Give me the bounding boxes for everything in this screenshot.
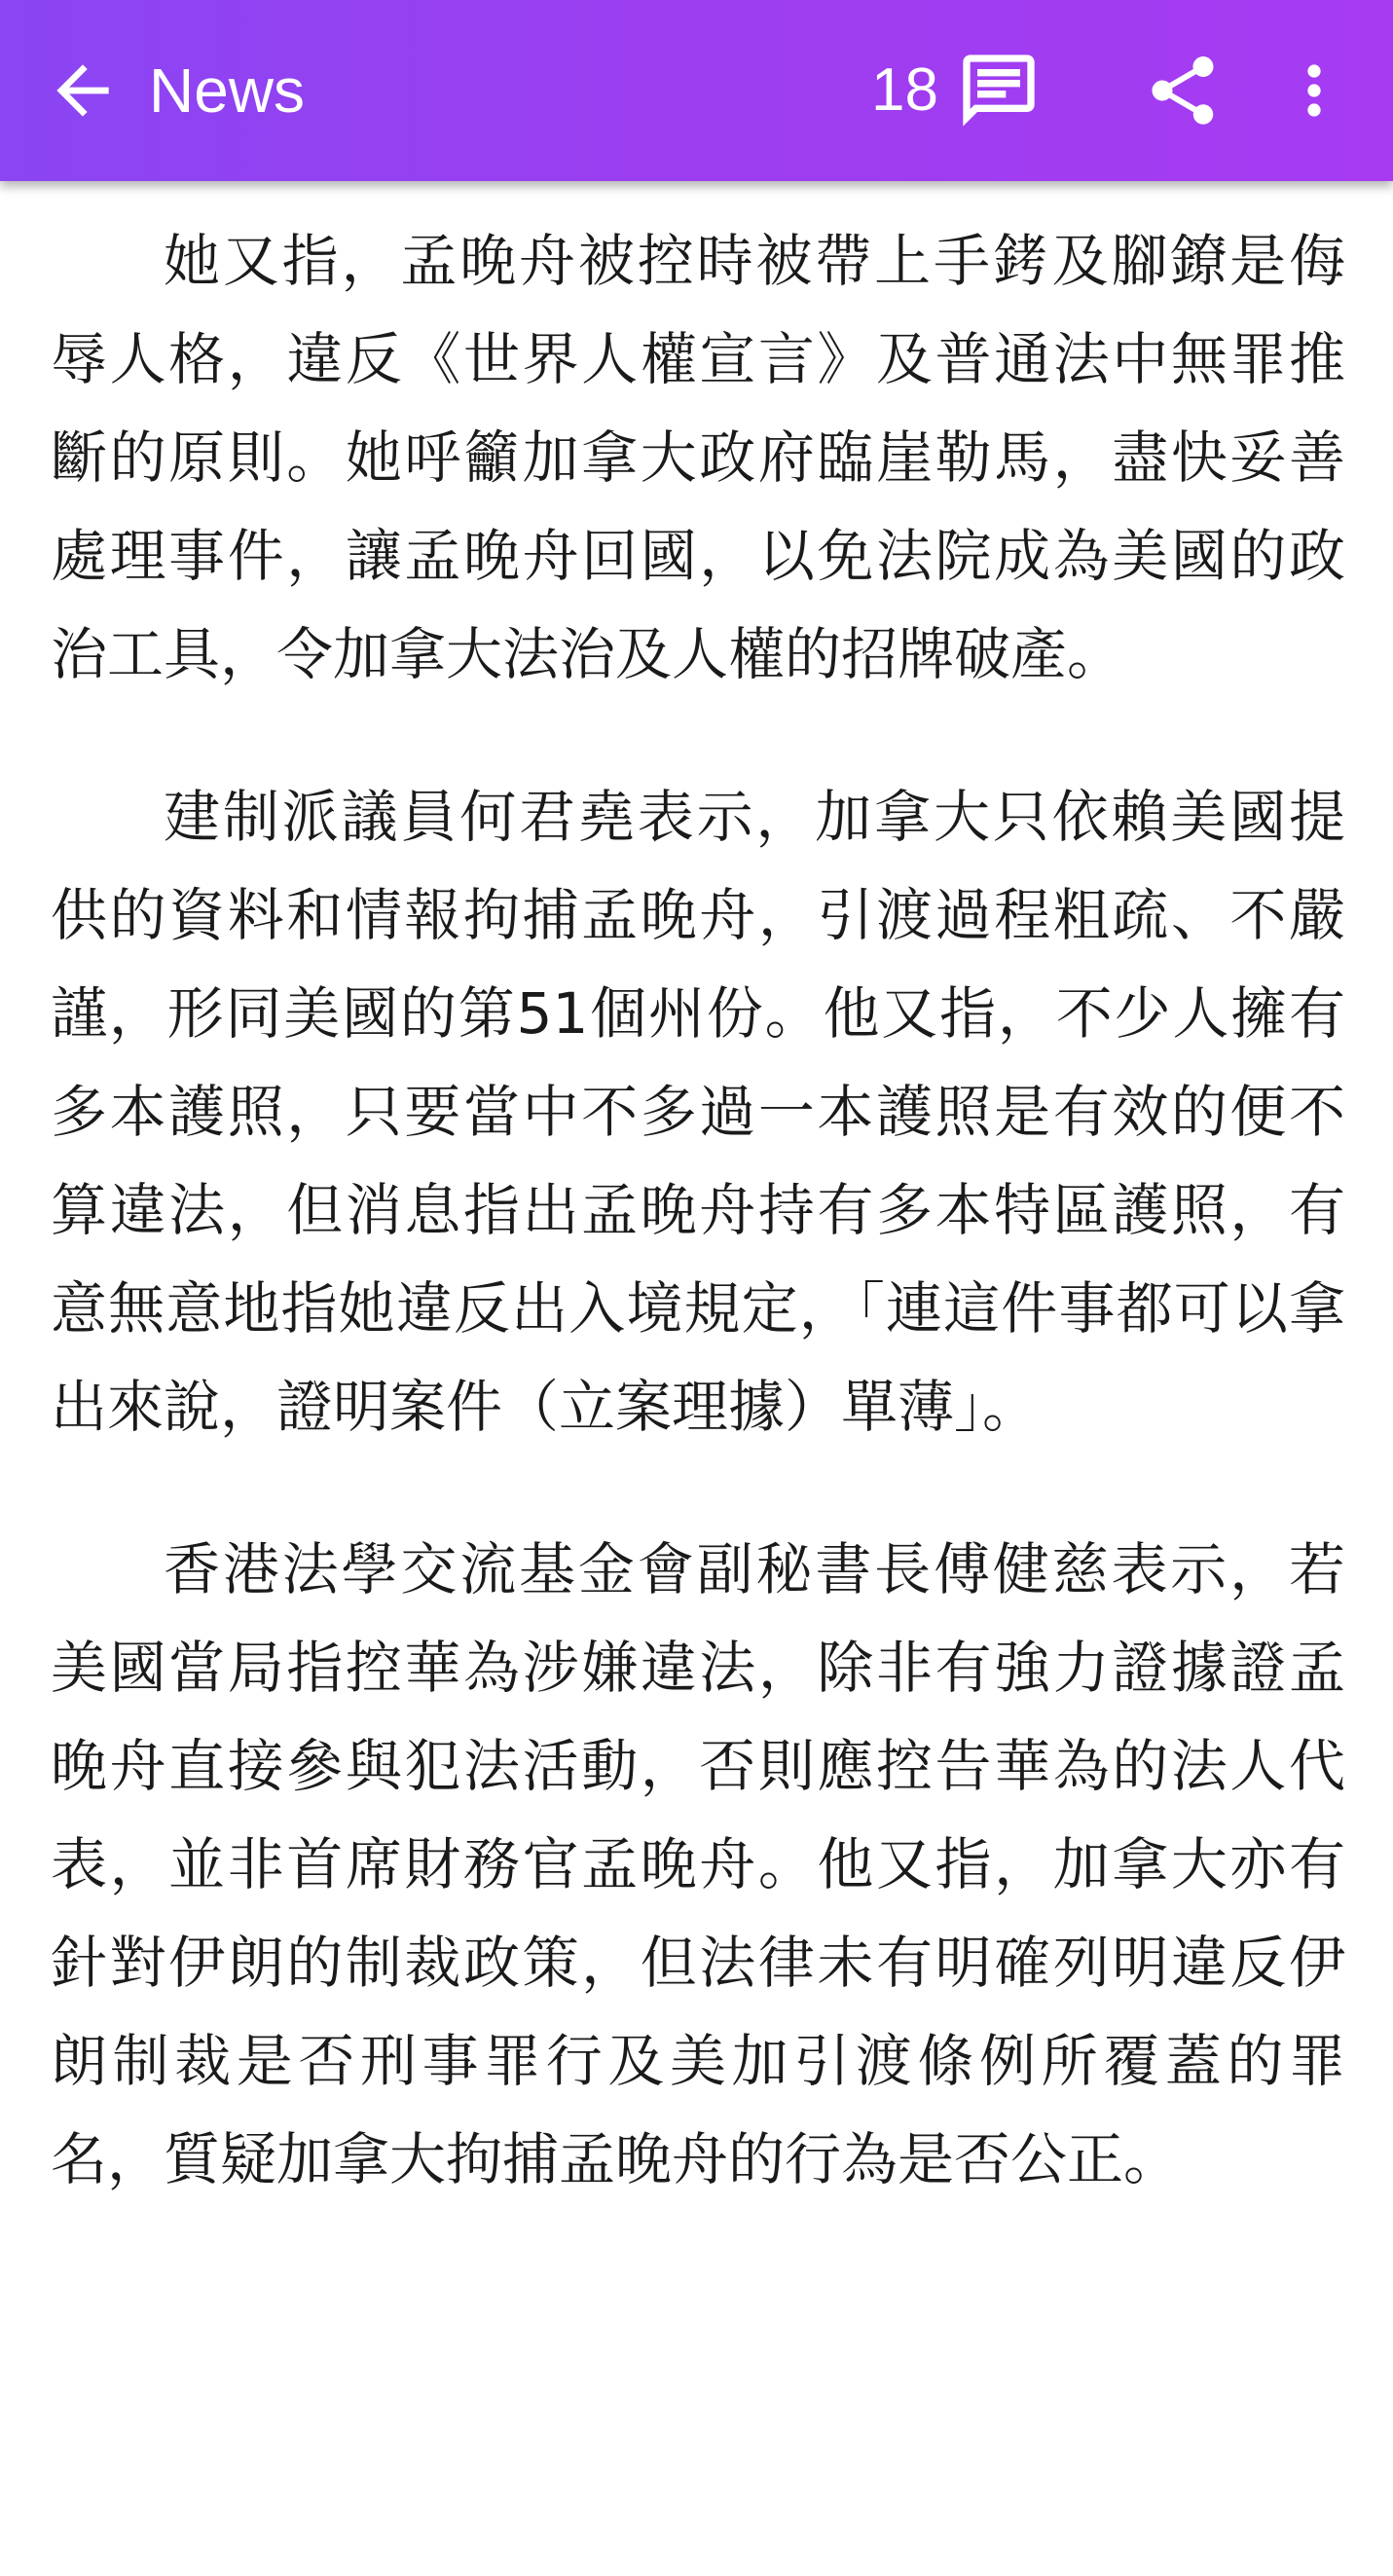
article-paragraph: 建制派議員何君堯表示，加拿大只依賴美國提供的資料和情報拘捕孟晚舟，引渡過程粗疏、不嚴謹，形同美國的第51個州份。他又指，不少人擁有多本護照，只要當中不多過一本護照是有效的便不算違法，但消息指出孟晚舟持有多本特區護照，有意無意地指她違反出入境規定，「連這件事都可以拿出來說，證明案件（立案理據）單薄」。 [51, 784, 1345, 1440]
more-vert-icon [1275, 52, 1353, 129]
more-options-button[interactable] [1265, 37, 1363, 144]
comment-count: 18 [871, 56, 938, 124]
back-button[interactable] [29, 37, 136, 144]
page-title: News [149, 55, 306, 126]
share-icon [1142, 50, 1224, 131]
comments-button[interactable] [871, 39, 1056, 142]
app-bar [0, 0, 1393, 181]
article-paragraph: 她又指，孟晚舟被控時被帶上手銬及腳鐐是侮辱人格，違反《世界人權宣言》及普通法中無罪推斷的原則。她呼籲加拿大政府臨崖勒馬，盡快妥善處理事件，讓孟晚舟回國，以免法院成為美國的政治工具，令加拿大法治及人權的招牌破產。 [51, 228, 1345, 687]
arrow-left-icon [44, 52, 122, 129]
article-body [51, 212, 1345, 2273]
share-button[interactable] [1129, 37, 1236, 144]
comment-bubble-icon [956, 48, 1042, 133]
article-paragraph: 香港法學交流基金會副秘書長傅健慈表示，若美國當局指控華為涉嫌違法，除非有強力證據證孟晚舟直接參與犯法活動，否則應控告華為的法人代表，並非首席財務官孟晚舟。他又指，加拿大亦有針對伊朗的制裁政策，但法律未有明確列明違反伊朗制裁是否刑事罪行及美加引渡條例所覆蓋的罪名，質疑加拿大拘捕孟晚舟的行為是否公正。 [51, 1536, 1345, 2192]
